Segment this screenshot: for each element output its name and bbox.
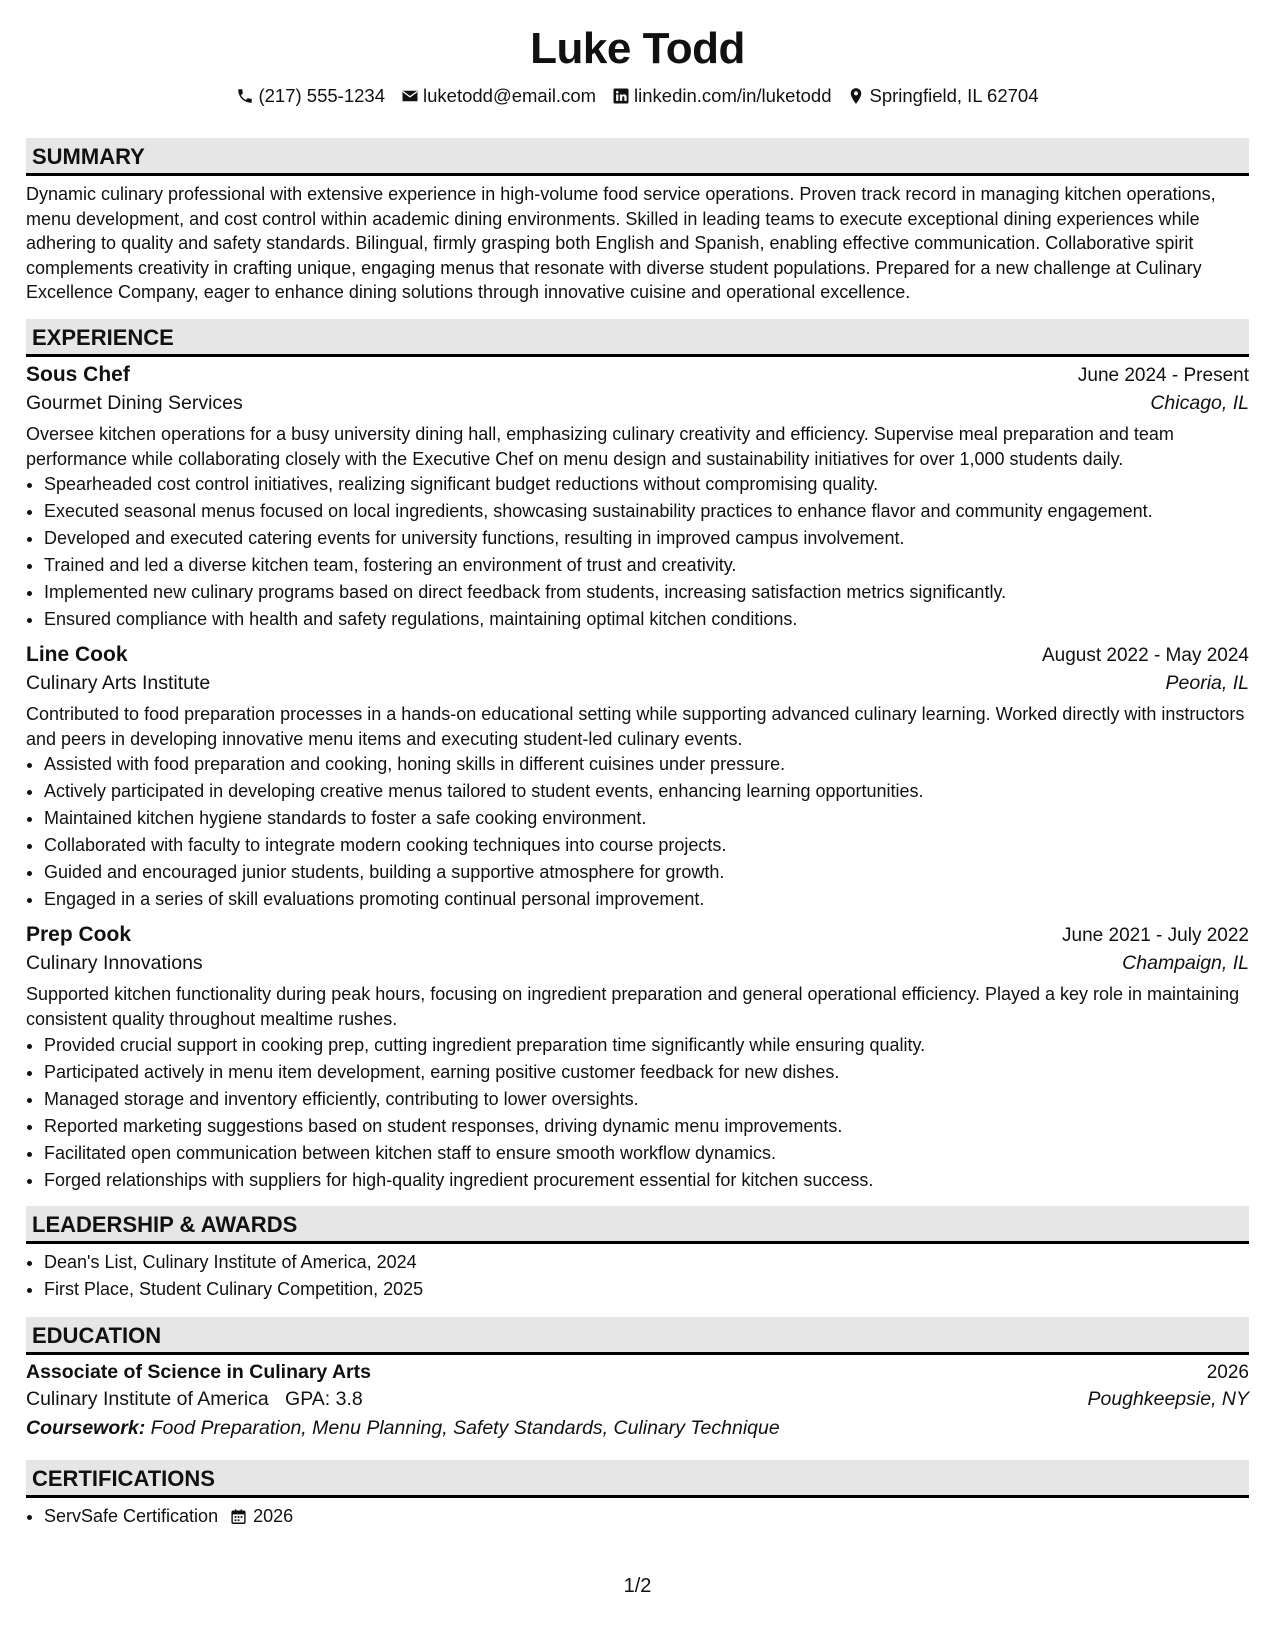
job-description: Contributed to food preparation processes in a hands-on educational setting while supporting advanced culinary learning. Worked directly with instructors and peers in developing innovative menu items and executing student-led culinary events. [26, 704, 1245, 749]
education-school-line [26, 1388, 363, 1411]
coursework-label: Coursework: [26, 1416, 146, 1439]
phone-text: (217) 555-1234 [258, 85, 385, 106]
contact-phone [236, 82, 385, 110]
contact-linkedin[interactable] [612, 82, 831, 110]
job-title: Line Cook [26, 643, 128, 667]
job-company: Gourmet Dining Services [26, 391, 243, 414]
job-dates: August 2022 - May 2024 [1041, 645, 1249, 667]
list-item: • Guided and encouraged junior students, building a supportive atmosphere for growth. [44, 859, 1249, 886]
list-item: • Trained and led a diverse kitchen team, fostering an environment of trust and creativity. [44, 552, 1249, 579]
job-header [26, 643, 1249, 667]
experience-section [26, 319, 1249, 1194]
job-title: Prep Cook [26, 923, 132, 947]
candidate-name: Luke Todd [530, 24, 745, 73]
list-item: • Managed storage and inventory efficiently, contributing to lower oversights. [44, 1086, 1249, 1113]
cert-row [44, 1503, 293, 1530]
list-item: • Provided crucial support in cooking prep, cutting ingredient preparation time significantly while ensuring quality. [44, 1032, 1249, 1059]
job-location: Chicago, IL [1150, 391, 1249, 414]
job-header [26, 923, 1249, 947]
list-item [44, 1503, 1249, 1530]
job-bullets [26, 751, 1249, 913]
job-description: Oversee kitchen operations for a busy university dining hall, emphasizing culinary creativity and efficiency. Supervise meal preparation and team performance while collaborating closely with the Executive Chef on menu design and sustainability initiatives for over 1,000 students daily. [26, 423, 1174, 469]
map-pin-icon [847, 87, 865, 105]
list-item: • Facilitated open communication between kitchen staff to ensure smooth workflow dynamics. [44, 1140, 1249, 1167]
list-item: • Executed seasonal menus focused on local ingredients, showcasing sustainability practices to enhance flavor and community engagement. [44, 498, 1249, 525]
experience-heading: EXPERIENCE [26, 319, 1249, 357]
linkedin-text[interactable]: linkedin.com/in/luketodd [634, 85, 832, 106]
envelope-icon [401, 87, 419, 105]
linkedin-icon [612, 87, 630, 105]
job-bullets [26, 471, 1249, 633]
list-item: • Participated actively in menu item development, earning positive customer feedback for new dishes. [44, 1059, 1249, 1086]
gpa: GPA: 3.8 [285, 1387, 363, 1410]
certifications-heading: CERTIFICATIONS [26, 1460, 1249, 1498]
list-item: • First Place, Student Culinary Competition, 2025 [44, 1276, 1249, 1303]
education-year: 2026 [1206, 1361, 1249, 1383]
job-subheader [26, 952, 1249, 975]
list-item: • Spearheaded cost control initiatives, realizing significant budget reductions without compromising quality. [44, 471, 1249, 498]
awards-list [26, 1249, 1249, 1303]
degree-title: Associate of Science in Culinary Arts [26, 1360, 371, 1383]
list-item: • Collaborated with faculty to integrate modern cooking techniques into course projects. [44, 832, 1249, 859]
list-item: • Forged relationships with suppliers for high-quality ingredient procurement essential for kitchen success. [44, 1167, 1249, 1194]
list-item: • Ensured compliance with health and safety regulations, maintaining optimal kitchen conditions. [44, 606, 1249, 633]
education-header [26, 1361, 1249, 1384]
list-item: • Actively participated in developing creative menus tailored to student events, enhancing learning opportunities. [44, 778, 1249, 805]
cert-name: • ServSafe Certification [44, 1505, 219, 1526]
resume-page [26, 0, 1249, 1530]
job-entry [26, 923, 1249, 1193]
list-item: • Maintained kitchen hygiene standards to foster a safe cooking environment. [44, 805, 1249, 832]
contact-email[interactable] [401, 82, 596, 110]
cert-year: 2026 [253, 1505, 294, 1526]
page-number: 1/2 [623, 1575, 652, 1597]
location-text: Springfield, IL 62704 [869, 85, 1039, 106]
list-item: • Dean's List, Culinary Institute of America, 2024 [44, 1249, 1249, 1276]
list-item: • Developed and executed catering events for university functions, resulting in improved campus involvement. [44, 525, 1249, 552]
job-bullets [26, 1032, 1249, 1194]
job-company: Culinary Innovations [26, 952, 203, 975]
education-section [26, 1317, 1249, 1440]
list-item: • Reported marketing suggestions based on student responses, driving dynamic menu improvements. [44, 1113, 1249, 1140]
calendar-icon [230, 1508, 247, 1525]
certifications-list [26, 1503, 1249, 1530]
job-title: Sous Chef [26, 362, 130, 386]
list-item: • Assisted with food preparation and cooking, honing skills in different cuisines under pressure. [44, 751, 1249, 778]
awards-section [26, 1206, 1249, 1303]
job-entry [26, 363, 1249, 633]
school-name: Culinary Institute of America [26, 1387, 269, 1410]
job-header [26, 363, 1249, 387]
job-location: Peoria, IL [1165, 672, 1249, 695]
job-subheader [26, 672, 1249, 695]
job-location: Champaign, IL [1122, 952, 1249, 975]
summary-section [26, 138, 1249, 305]
summary-text: Dynamic culinary professional with extensive experience in high-volume food service operations. Proven track record in managing kitchen operations, menu development, and cost control within academic dining environments. Skilled in leading teams to execute exceptional dining experiences while adhering to quality and safety standards. Bilingual, firmly grasping both English and Spanish, enabling effective communication. Collaborative spirit complements creativity in crafting unique, engaging menus that resonate with diverse student populations. Prepared for a new challenge at Culinary Excellence Company, eager to enhance dining solutions through innovative cuisine and operational excellence. [26, 184, 1216, 303]
awards-heading: LEADERSHIP & AWARDS [26, 1206, 1249, 1244]
job-dates: June 2024 - Present [1077, 364, 1249, 386]
contact-location [847, 82, 1038, 110]
job-entry [26, 643, 1249, 913]
coursework-text: Food Preparation, Menu Planning, Safety Standards, Culinary Technique [150, 1416, 780, 1439]
education-subheader [26, 1388, 1249, 1411]
certifications-section [26, 1460, 1249, 1530]
job-company: Culinary Arts Institute [26, 672, 211, 695]
education-location: Poughkeepsie, NY [1087, 1387, 1249, 1410]
list-item: • Engaged in a series of skill evaluations promoting continual personal improvement. [44, 886, 1249, 913]
phone-icon [236, 87, 254, 105]
coursework-line [26, 1417, 1249, 1440]
job-subheader [26, 392, 1249, 415]
summary-heading: SUMMARY [26, 138, 1249, 176]
list-item: • Implemented new culinary programs based on direct feedback from students, increasing satisfaction metrics significantly. [44, 579, 1249, 606]
email-text[interactable]: luketodd@email.com [423, 85, 597, 106]
job-description: Supported kitchen functionality during peak hours, focusing on ingredient preparation and general operational efficiency. Played a key role in maintaining consistent quality throughout mealtime rushes. [26, 984, 1240, 1029]
job-dates: June 2021 - July 2022 [1062, 925, 1249, 947]
contact-bar [26, 82, 1249, 110]
education-heading: EDUCATION [26, 1317, 1249, 1355]
